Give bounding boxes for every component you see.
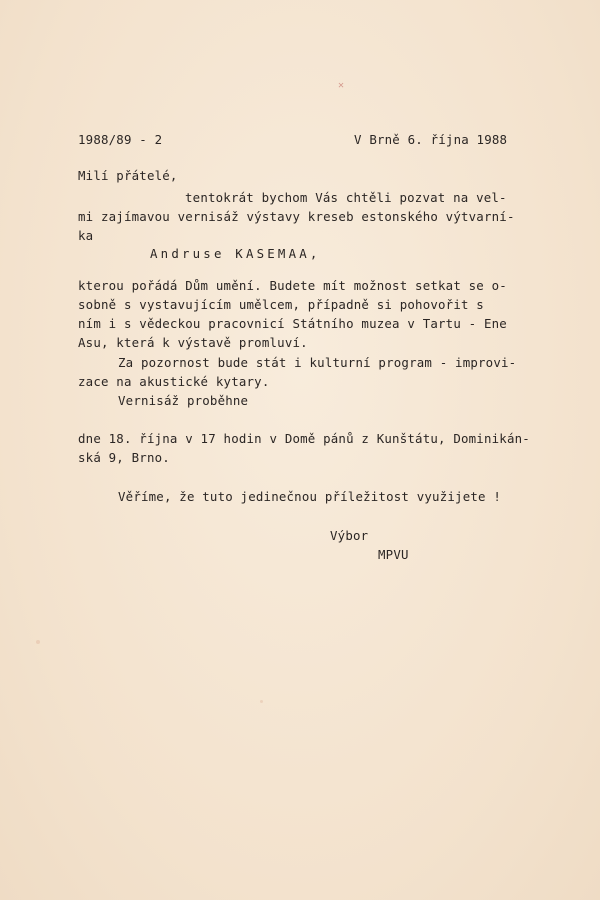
body-line: zace na akustické kytary. (78, 374, 270, 389)
faint-stamp-mark: ✕ (338, 80, 345, 91)
event-details-line: dne 18. října v 17 hodin v Domě pánů z Kunštátu, Dominikán- (78, 431, 530, 446)
event-details-line: ská 9, Brno. (78, 450, 170, 465)
artist-name: Andruse KASEMAA, (150, 246, 321, 261)
body-line: ka (78, 228, 94, 243)
salutation: Milí přátelé, (78, 168, 178, 183)
body-line: Za pozornost bude stát i kulturní program - improvi- (118, 355, 517, 370)
paper-stain (36, 640, 40, 644)
paper-stain (260, 700, 263, 703)
body-line: tentokrát bychom Vás chtěli pozvat na vel- (185, 190, 507, 205)
body-line: kterou pořádá Dům umění. Budete mít možnost setkat se o- (78, 278, 507, 293)
body-line: Asu, která k výstavě promluví. (78, 335, 308, 350)
body-line: sobně s vystavujícím umělcem, případně si pohovořit s (78, 297, 484, 312)
reference-number: 1988/89 - 2 (78, 132, 163, 147)
body-line: Vernisáž proběhne (118, 393, 249, 408)
body-line: ním i s vědeckou pracovnicí Státního muzea v Tartu - Ene (78, 316, 507, 331)
closing-sentence: Věříme, že tuto jedinečnou příležitost využijete ! (118, 489, 501, 504)
signature-committee: Výbor (330, 528, 369, 543)
place-and-date: V Brně 6. října 1988 (354, 132, 508, 147)
body-line: mi zajímavou vernisáž výstavy kreseb estonského výtvarní- (78, 209, 515, 224)
signature-organization: MPVU (378, 547, 409, 562)
